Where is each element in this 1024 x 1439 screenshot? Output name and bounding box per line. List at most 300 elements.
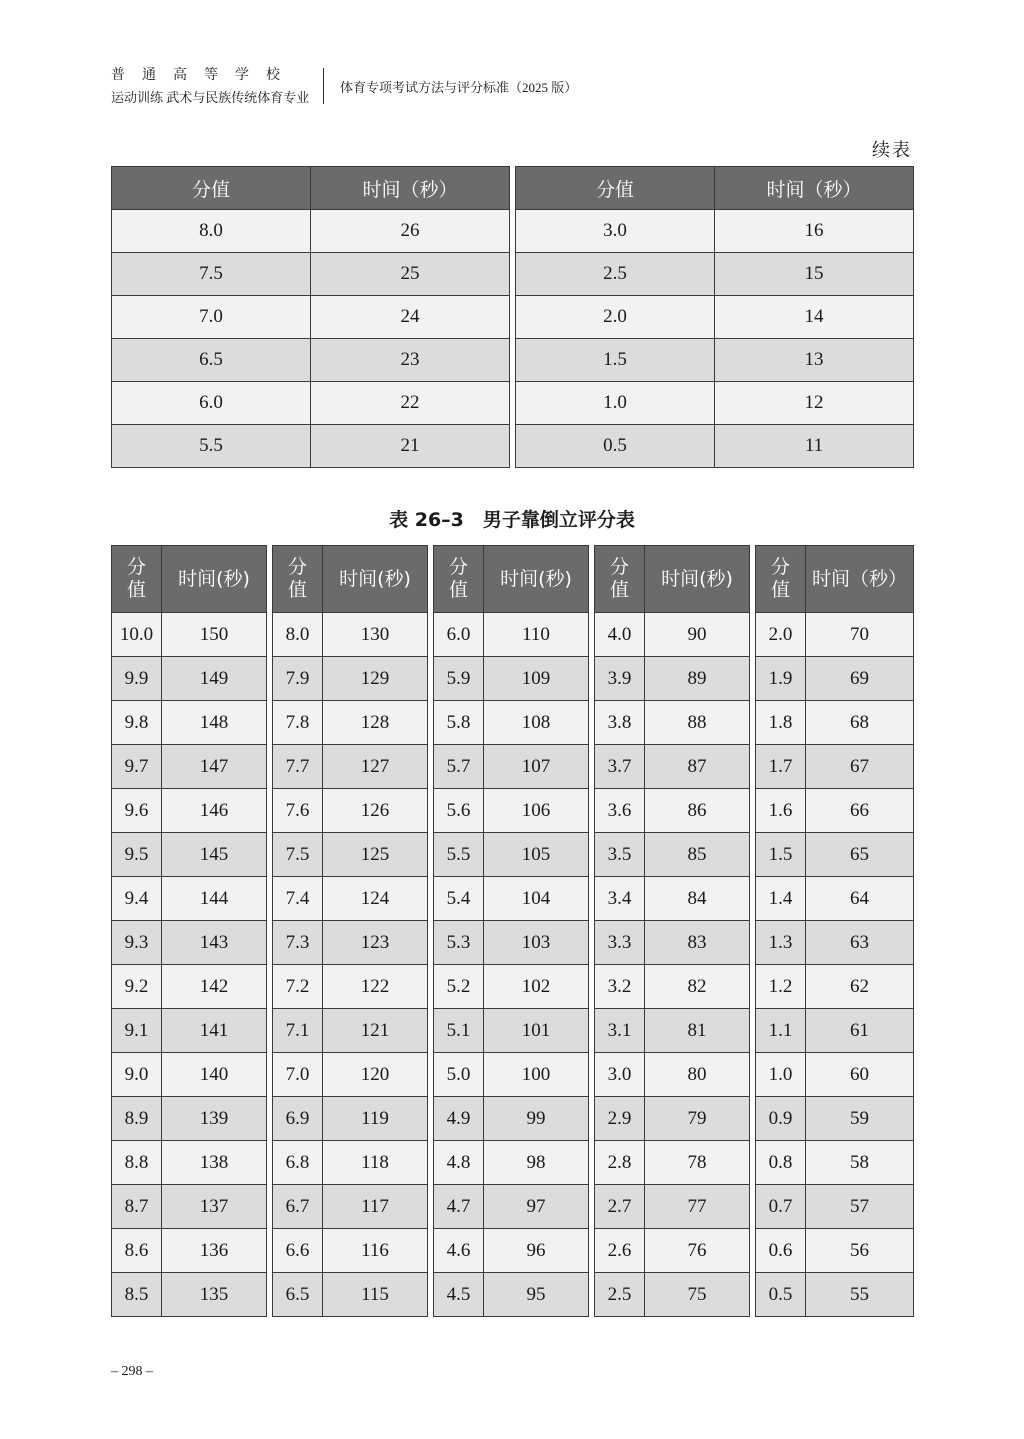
- score-cell: 6.6: [273, 1229, 323, 1273]
- table1-right-body: [516, 210, 914, 468]
- time-cell: 119: [323, 1097, 428, 1141]
- time-cell: 83: [645, 921, 750, 965]
- score-cell: 5.5: [112, 425, 311, 468]
- table2-group-1: [111, 545, 267, 1317]
- score-cell: 5.7: [434, 745, 484, 789]
- time-cell: 138: [162, 1141, 267, 1185]
- score-cell: 8.6: [112, 1229, 162, 1273]
- time-cell: 115: [323, 1273, 428, 1317]
- table-row: [595, 1097, 750, 1141]
- time-cell: 126: [323, 789, 428, 833]
- score-cell: 6.0: [434, 613, 484, 657]
- header-score: 分值: [756, 546, 806, 613]
- table-row: [112, 1229, 267, 1273]
- table-row: [434, 1009, 589, 1053]
- score-cell: 5.5: [434, 833, 484, 877]
- score-cell: 7.0: [273, 1053, 323, 1097]
- time-cell: 104: [484, 877, 589, 921]
- header-time: 时间（秒）: [311, 167, 510, 210]
- table-row: [595, 1053, 750, 1097]
- table-row: [112, 1009, 267, 1053]
- score-cell: 1.4: [756, 877, 806, 921]
- table-row: [516, 296, 914, 339]
- score-cell: 4.7: [434, 1185, 484, 1229]
- table-row: [434, 833, 589, 877]
- table-row: [756, 1185, 914, 1229]
- time-cell: 75: [645, 1273, 750, 1317]
- table2-header: [112, 546, 267, 613]
- table-row: [112, 1273, 267, 1317]
- table-row: [434, 745, 589, 789]
- table-row: [434, 657, 589, 701]
- time-cell: 55: [806, 1273, 914, 1317]
- time-cell: 130: [323, 613, 428, 657]
- table-row: [756, 789, 914, 833]
- time-cell: 129: [323, 657, 428, 701]
- header-score: 分值: [112, 546, 162, 613]
- time-cell: 65: [806, 833, 914, 877]
- score-cell: 5.1: [434, 1009, 484, 1053]
- table-row: [434, 613, 589, 657]
- table-row: [273, 701, 428, 745]
- table-row: [516, 339, 914, 382]
- time-cell: 95: [484, 1273, 589, 1317]
- time-cell: 121: [323, 1009, 428, 1053]
- table-row: [112, 1141, 267, 1185]
- time-cell: 57: [806, 1185, 914, 1229]
- time-cell: 24: [311, 296, 510, 339]
- time-cell: 97: [484, 1185, 589, 1229]
- page-number: – 298 –: [111, 1364, 153, 1379]
- table2-caption: 表 26–3 男子靠倒立评分表: [389, 509, 635, 531]
- score-cell: 3.8: [595, 701, 645, 745]
- score-cell: 5.0: [434, 1053, 484, 1097]
- score-cell: 8.7: [112, 1185, 162, 1229]
- time-cell: 137: [162, 1185, 267, 1229]
- score-cell: 0.5: [756, 1273, 806, 1317]
- time-cell: 142: [162, 965, 267, 1009]
- score-cell: 9.5: [112, 833, 162, 877]
- table-row: [112, 613, 267, 657]
- score-cell: 4.5: [434, 1273, 484, 1317]
- table-row: [756, 657, 914, 701]
- time-cell: 96: [484, 1229, 589, 1273]
- table-row: [756, 613, 914, 657]
- time-cell: 127: [323, 745, 428, 789]
- time-cell: 76: [645, 1229, 750, 1273]
- time-cell: 123: [323, 921, 428, 965]
- time-cell: 85: [645, 833, 750, 877]
- table-row: [595, 1141, 750, 1185]
- score-cell: 8.9: [112, 1097, 162, 1141]
- score-cell: 2.5: [595, 1273, 645, 1317]
- table-row: [273, 1097, 428, 1141]
- score-cell: 5.2: [434, 965, 484, 1009]
- table-row: [595, 789, 750, 833]
- table2-header: [756, 546, 914, 613]
- score-cell: 1.1: [756, 1009, 806, 1053]
- time-cell: 124: [323, 877, 428, 921]
- table-row: [434, 1273, 589, 1317]
- score-cell: 3.0: [595, 1053, 645, 1097]
- header-line2: 运动训练 武术与民族传统体育专业: [111, 90, 310, 105]
- time-cell: 15: [715, 253, 914, 296]
- table-row: [112, 425, 510, 468]
- time-cell: 77: [645, 1185, 750, 1229]
- score-cell: 3.9: [595, 657, 645, 701]
- time-cell: 21: [311, 425, 510, 468]
- table-row: [112, 253, 510, 296]
- time-cell: 14: [715, 296, 914, 339]
- score-cell: 7.6: [273, 789, 323, 833]
- time-cell: 67: [806, 745, 914, 789]
- score-cell: 7.5: [112, 253, 311, 296]
- continued-label: 续表: [872, 140, 912, 160]
- score-cell: 3.5: [595, 833, 645, 877]
- score-cell: 7.7: [273, 745, 323, 789]
- time-cell: 147: [162, 745, 267, 789]
- table-row: [595, 877, 750, 921]
- score-cell: 0.9: [756, 1097, 806, 1141]
- time-cell: 12: [715, 382, 914, 425]
- table-row: [595, 921, 750, 965]
- score-cell: 0.8: [756, 1141, 806, 1185]
- table-row: [516, 253, 914, 296]
- score-cell: 1.6: [756, 789, 806, 833]
- table-row: [273, 965, 428, 1009]
- score-cell: 8.0: [112, 210, 311, 253]
- time-cell: 101: [484, 1009, 589, 1053]
- time-cell: 69: [806, 657, 914, 701]
- header-score: 分值: [434, 546, 484, 613]
- header-time: 时间（秒）: [715, 167, 914, 210]
- score-cell: 6.7: [273, 1185, 323, 1229]
- table-row: [756, 833, 914, 877]
- table-row: [112, 382, 510, 425]
- score-cell: 4.6: [434, 1229, 484, 1273]
- time-cell: 106: [484, 789, 589, 833]
- time-cell: 59: [806, 1097, 914, 1141]
- table-row: [756, 1141, 914, 1185]
- score-cell: 1.0: [516, 382, 715, 425]
- time-cell: 135: [162, 1273, 267, 1317]
- table-row: [112, 1097, 267, 1141]
- table-row: [595, 657, 750, 701]
- score-cell: 3.2: [595, 965, 645, 1009]
- table2-group-4: [594, 545, 750, 1317]
- time-cell: 143: [162, 921, 267, 965]
- time-cell: 79: [645, 1097, 750, 1141]
- table-row: [112, 789, 267, 833]
- score-cell: 9.1: [112, 1009, 162, 1053]
- time-cell: 66: [806, 789, 914, 833]
- table-row: [434, 1053, 589, 1097]
- table-row: [434, 1141, 589, 1185]
- table2-body: [112, 613, 267, 1317]
- score-cell: 7.2: [273, 965, 323, 1009]
- table-row: [273, 745, 428, 789]
- score-cell: 7.8: [273, 701, 323, 745]
- time-cell: 105: [484, 833, 589, 877]
- score-cell: 6.8: [273, 1141, 323, 1185]
- time-cell: 86: [645, 789, 750, 833]
- table-row: [273, 789, 428, 833]
- table1-right-header: [516, 167, 914, 210]
- score-cell: 3.3: [595, 921, 645, 965]
- time-cell: 110: [484, 613, 589, 657]
- header-line1: 普通高等学校: [111, 68, 297, 83]
- table-row: [112, 965, 267, 1009]
- table-row: [273, 877, 428, 921]
- table-row: [595, 1229, 750, 1273]
- time-cell: 25: [311, 253, 510, 296]
- score-cell: 9.4: [112, 877, 162, 921]
- score-cell: 2.6: [595, 1229, 645, 1273]
- time-cell: 139: [162, 1097, 267, 1141]
- time-cell: 117: [323, 1185, 428, 1229]
- score-cell: 7.1: [273, 1009, 323, 1053]
- time-cell: 56: [806, 1229, 914, 1273]
- table-row: [756, 701, 914, 745]
- score-cell: 1.5: [756, 833, 806, 877]
- score-cell: 3.6: [595, 789, 645, 833]
- header-divider: [323, 68, 324, 104]
- score-cell: 3.4: [595, 877, 645, 921]
- time-cell: 136: [162, 1229, 267, 1273]
- time-cell: 64: [806, 877, 914, 921]
- table-row: [756, 965, 914, 1009]
- time-cell: 82: [645, 965, 750, 1009]
- score-cell: 5.6: [434, 789, 484, 833]
- score-cell: 9.9: [112, 657, 162, 701]
- table-row: [756, 877, 914, 921]
- table2-header: [595, 546, 750, 613]
- score-cell: 0.7: [756, 1185, 806, 1229]
- header-time: 时间(秒): [484, 546, 589, 613]
- time-cell: 13: [715, 339, 914, 382]
- score-cell: 8.8: [112, 1141, 162, 1185]
- header-score: 分值: [595, 546, 645, 613]
- table-row: [595, 1009, 750, 1053]
- table-row: [434, 789, 589, 833]
- time-cell: 108: [484, 701, 589, 745]
- score-cell: 9.6: [112, 789, 162, 833]
- score-cell: 8.0: [273, 613, 323, 657]
- time-cell: 89: [645, 657, 750, 701]
- table-row: [273, 1185, 428, 1229]
- score-cell: 9.8: [112, 701, 162, 745]
- table-row: [112, 1053, 267, 1097]
- time-cell: 116: [323, 1229, 428, 1273]
- time-cell: 70: [806, 613, 914, 657]
- time-cell: 102: [484, 965, 589, 1009]
- table1-left-body: [112, 210, 510, 468]
- score-cell: 1.7: [756, 745, 806, 789]
- score-cell: 2.5: [516, 253, 715, 296]
- table-row: [756, 1097, 914, 1141]
- table2-header: [434, 546, 589, 613]
- score-cell: 3.1: [595, 1009, 645, 1053]
- table-row: [112, 210, 510, 253]
- header-time: 时间(秒): [645, 546, 750, 613]
- time-cell: 107: [484, 745, 589, 789]
- score-cell: 5.3: [434, 921, 484, 965]
- score-cell: 9.7: [112, 745, 162, 789]
- time-cell: 78: [645, 1141, 750, 1185]
- table-row: [112, 339, 510, 382]
- header-score: 分值: [516, 167, 715, 210]
- time-cell: 122: [323, 965, 428, 1009]
- score-cell: 4.0: [595, 613, 645, 657]
- time-cell: 80: [645, 1053, 750, 1097]
- table-row: [516, 382, 914, 425]
- score-cell: 1.5: [516, 339, 715, 382]
- table-row: [516, 210, 914, 253]
- table-row: [434, 965, 589, 1009]
- time-cell: 63: [806, 921, 914, 965]
- table2-body: [595, 613, 750, 1317]
- time-cell: 128: [323, 701, 428, 745]
- header-time: 时间（秒）: [806, 546, 914, 613]
- time-cell: 87: [645, 745, 750, 789]
- score-cell: 5.9: [434, 657, 484, 701]
- time-cell: 88: [645, 701, 750, 745]
- table2-group-2: [272, 545, 428, 1317]
- time-cell: 98: [484, 1141, 589, 1185]
- time-cell: 11: [715, 425, 914, 468]
- score-cell: 3.7: [595, 745, 645, 789]
- score-cell: 4.8: [434, 1141, 484, 1185]
- time-cell: 120: [323, 1053, 428, 1097]
- time-cell: 90: [645, 613, 750, 657]
- score-cell: 3.0: [516, 210, 715, 253]
- score-cell: 1.2: [756, 965, 806, 1009]
- time-cell: 84: [645, 877, 750, 921]
- time-cell: 81: [645, 1009, 750, 1053]
- time-cell: 103: [484, 921, 589, 965]
- score-cell: 6.9: [273, 1097, 323, 1141]
- score-cell: 4.9: [434, 1097, 484, 1141]
- table-row: [434, 1097, 589, 1141]
- score-cell: 7.3: [273, 921, 323, 965]
- score-cell: 6.5: [112, 339, 311, 382]
- table-row: [756, 921, 914, 965]
- table-row: [273, 1229, 428, 1273]
- header-time: 时间(秒): [323, 546, 428, 613]
- score-cell: 1.8: [756, 701, 806, 745]
- header-score: 分值: [112, 167, 311, 210]
- score-cell: 2.0: [756, 613, 806, 657]
- table-row: [756, 1053, 914, 1097]
- time-cell: 60: [806, 1053, 914, 1097]
- table2-header: [273, 546, 428, 613]
- time-cell: 22: [311, 382, 510, 425]
- header-title: 体育专项考试方法与评分标准（2025 版）: [340, 80, 578, 95]
- table-row: [516, 425, 914, 468]
- table2-group-3: [433, 545, 589, 1317]
- table-row: [273, 657, 428, 701]
- score-cell: 7.0: [112, 296, 311, 339]
- score-cell: 0.5: [516, 425, 715, 468]
- header-time: 时间(秒): [162, 546, 267, 613]
- table-row: [112, 296, 510, 339]
- score-cell: 1.3: [756, 921, 806, 965]
- score-cell: 2.0: [516, 296, 715, 339]
- header-left: [111, 66, 311, 108]
- score-cell: 6.0: [112, 382, 311, 425]
- table-row: [112, 657, 267, 701]
- score-cell: 9.0: [112, 1053, 162, 1097]
- table-row: [434, 701, 589, 745]
- time-cell: 150: [162, 613, 267, 657]
- time-cell: 144: [162, 877, 267, 921]
- score-cell: 5.8: [434, 701, 484, 745]
- table-row: [595, 1185, 750, 1229]
- table-row: [756, 745, 914, 789]
- time-cell: 26: [311, 210, 510, 253]
- score-cell: 1.9: [756, 657, 806, 701]
- score-cell: 9.2: [112, 965, 162, 1009]
- time-cell: 141: [162, 1009, 267, 1053]
- table-row: [112, 921, 267, 965]
- table-row: [756, 1009, 914, 1053]
- table2-group-5: [755, 545, 914, 1317]
- score-cell: 7.9: [273, 657, 323, 701]
- table1-right: [515, 166, 914, 468]
- table-row: [112, 701, 267, 745]
- time-cell: 146: [162, 789, 267, 833]
- table-row: [434, 921, 589, 965]
- table-row: [756, 1229, 914, 1273]
- table1-left-header: [112, 167, 510, 210]
- table-row: [273, 921, 428, 965]
- time-cell: 68: [806, 701, 914, 745]
- score-cell: 8.5: [112, 1273, 162, 1317]
- table-row: [595, 701, 750, 745]
- score-cell: 1.0: [756, 1053, 806, 1097]
- table2-body: [756, 613, 914, 1317]
- table-row: [112, 877, 267, 921]
- table-row: [434, 877, 589, 921]
- header-score: 分值: [273, 546, 323, 613]
- score-cell: 5.4: [434, 877, 484, 921]
- table2-body: [273, 613, 428, 1317]
- score-cell: 7.5: [273, 833, 323, 877]
- table-row: [595, 833, 750, 877]
- time-cell: 145: [162, 833, 267, 877]
- table-row: [273, 1273, 428, 1317]
- table-row: [434, 1229, 589, 1273]
- table2-body: [434, 613, 589, 1317]
- time-cell: 140: [162, 1053, 267, 1097]
- time-cell: 149: [162, 657, 267, 701]
- time-cell: 99: [484, 1097, 589, 1141]
- time-cell: 109: [484, 657, 589, 701]
- time-cell: 16: [715, 210, 914, 253]
- time-cell: 118: [323, 1141, 428, 1185]
- score-cell: 0.6: [756, 1229, 806, 1273]
- score-cell: 10.0: [112, 613, 162, 657]
- time-cell: 58: [806, 1141, 914, 1185]
- score-cell: 2.9: [595, 1097, 645, 1141]
- table-row: [112, 745, 267, 789]
- time-cell: 125: [323, 833, 428, 877]
- table-row: [756, 1273, 914, 1317]
- table-row: [273, 1141, 428, 1185]
- time-cell: 100: [484, 1053, 589, 1097]
- time-cell: 23: [311, 339, 510, 382]
- table1-left: [111, 166, 510, 468]
